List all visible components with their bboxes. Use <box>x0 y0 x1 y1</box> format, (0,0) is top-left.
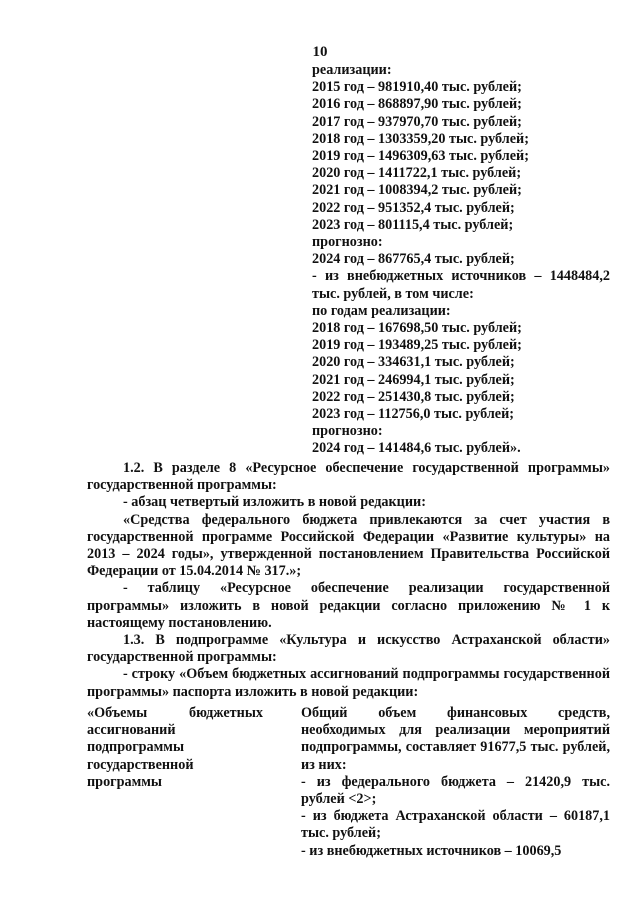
paragraph-section-1-2: 1.2. В разделе 8 «Ресурсное обеспечение государственной программы» государственной программы: <box>87 460 610 494</box>
text-line: 2018 год – 167698,50 тыс. рублей; <box>312 320 522 337</box>
text-line: 2020 год – 1411722,1 тыс. рублей; <box>312 165 522 182</box>
text-line: 2015 год – 981910,40 тыс. рублей; <box>312 79 522 96</box>
text-line: 2020 год – 334631,1 тыс. рублей; <box>312 354 515 371</box>
document-body <box>87 460 610 701</box>
text-line: 2023 год – 112756,0 тыс. рублей; <box>312 406 514 423</box>
text-line: по годам реализации: <box>312 302 451 319</box>
table-line: - из федерального бюджета – 21420,9 тыс. рублей <2>; <box>301 773 610 808</box>
text-line: 2022 год – 951352,4 тыс. рублей; <box>312 199 515 216</box>
page-number: 10 <box>312 44 328 60</box>
funding-by-year-column <box>312 62 610 458</box>
table-line: - из бюджета Астраханской области – 60187,1 тыс. рублей; <box>301 808 610 842</box>
text-line: 2018 год – 1303359,20 тыс. рублей; <box>312 130 529 147</box>
table-line: - из внебюджетных источников – 10069,5 <box>301 842 562 859</box>
paragraph-table-note: - таблицу «Ресурсное обеспечение реализации государственной программы» изложить в новой редакции согласно приложению № 1 к настоящему постановлению. <box>87 580 610 631</box>
text-line: 2024 год – 141484,6 тыс. рублей». <box>312 440 521 457</box>
text-line: 2019 год – 1496309,63 тыс. рублей; <box>312 148 529 165</box>
text-line: 2021 год – 1008394,2 тыс. рублей; <box>312 182 522 199</box>
text-line: 2016 год – 868897,90 тыс. рублей; <box>312 96 522 113</box>
text-line: 2022 год – 251430,8 тыс. рублей; <box>312 388 515 405</box>
text-line: прогнозно: <box>312 423 383 440</box>
paragraph-quote: «Средства федерального бюджета привлекаются за счет участия в государственной программе Российской Федерации «Развитие культуры» на 2013 – 2024 годы», утвержденной постановлением Правительства Российской Федерации от 15.04.2014 № 317.»; <box>87 511 610 580</box>
text-line: прогнозно: <box>312 234 383 251</box>
paragraph-section-1-3: 1.3. В подпрограмме «Культура и искусство Астраханской области» государственной программы: <box>87 632 610 666</box>
text-line: 2019 год – 193489,25 тыс. рублей; <box>312 337 522 354</box>
text-line: 2017 год – 937970,70 тыс. рублей; <box>312 113 522 130</box>
text-line: 2021 год – 246994,1 тыс. рублей; <box>312 371 515 388</box>
paragraph-abzac: - абзац четвертый изложить в новой редакции: <box>123 494 426 511</box>
table-line: Общий объем финансовых средств, необходимых для реализации мероприятий подпрограммы, составляет 91677,5 тыс. рублей, из них: <box>301 705 610 773</box>
table-left-cell: «Объемы бюджетных ассигнований подпрограммы государственной программы <box>87 705 263 790</box>
extrabudgetary-line: - из внебюджетных источников – 1448484,2 тыс. рублей, в том числе: <box>312 268 610 302</box>
text-line: 2024 год – 867765,4 тыс. рублей; <box>312 251 515 268</box>
text-line: реализации: <box>312 62 392 78</box>
paragraph-row-note: - строку «Объем бюджетных ассигнований подпрограммы государственной программы» паспорта изложить в новой редакции: <box>87 666 610 700</box>
table-right-cell <box>301 705 610 860</box>
text-line: 2023 год – 801115,4 тыс. рублей; <box>312 216 514 233</box>
